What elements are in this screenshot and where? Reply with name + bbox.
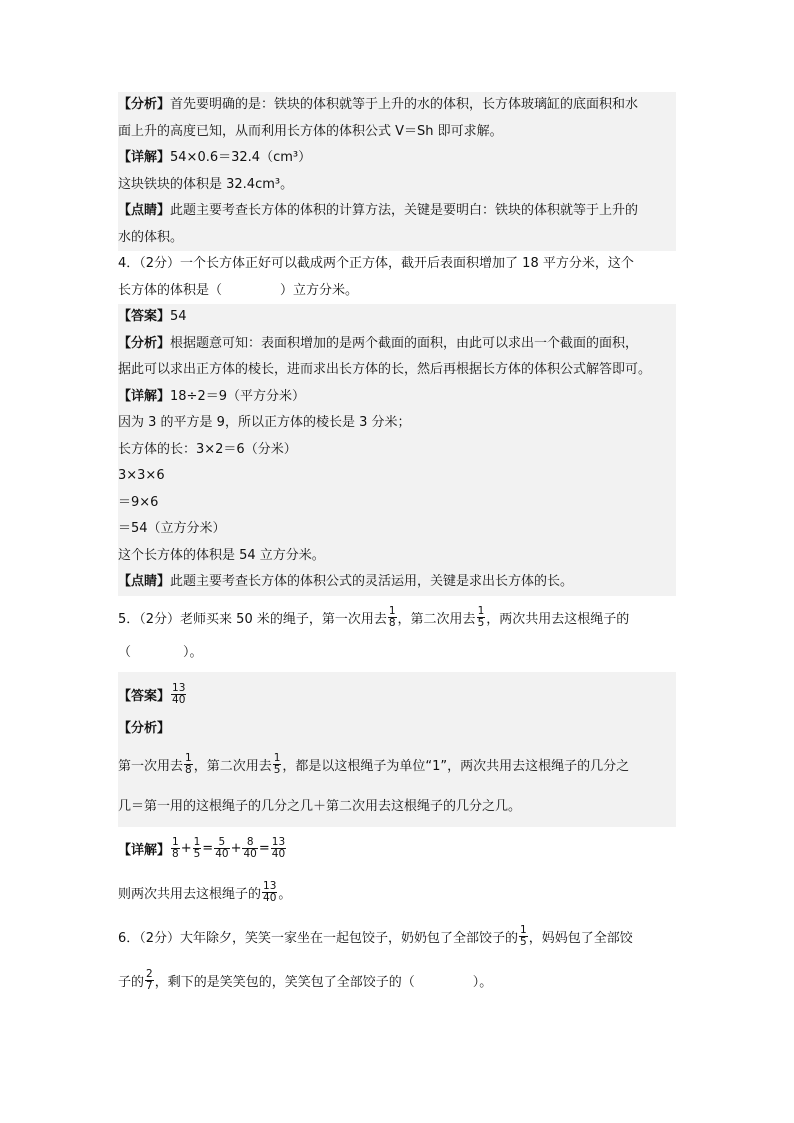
q4-detail-line4: 3×3×6	[118, 463, 676, 490]
fraction: $\frac{1}{5}$	[477, 605, 485, 629]
q4-detail-line2: 因为 3 的平方是 9，所以正方体的棱长是 3 分米；	[118, 410, 676, 437]
q4-detail-line6: ＝54（立方分米）	[118, 516, 676, 543]
q5-analysis-line2: 几＝第一用的这根绳子的几分之几＋第二次用去这根绳子的几分之几。	[118, 787, 676, 827]
q4-comment: 【点睛】此题主要考查长方体的体积公式的灵活运用，关键是求出长方体的长。	[118, 569, 676, 596]
q3-comment-line2: 水的体积。	[118, 225, 676, 252]
q6-stem-line1: 6．（2分）大年除夕，笑笑一家坐在一起包饺子，奶奶包了全部饺子的 $\frac{1}{5}$ ，妈妈包了全部饺	[118, 924, 633, 948]
fraction: $\frac{2}{7}$	[146, 968, 153, 992]
fraction: $\frac{5}{40}$	[215, 836, 229, 860]
q4-stem-line1: 4．（2分）一个长方体正好可以截成两个正方体，截开后表面积增加了 18 平方分米，这个	[118, 256, 634, 271]
fraction: $\frac{1}{8}$	[388, 605, 396, 629]
q3-detail: 【详解】54×0.6＝32.4（cm³）	[118, 145, 676, 172]
fraction: $\frac{1}{8}$	[185, 752, 192, 776]
q4-detail-line5: ＝9×6	[118, 490, 676, 517]
worksheet-page	[118, 92, 676, 1003]
q5-stem-line2: （ ）。	[118, 644, 203, 660]
fraction: $\frac{1}{5}$	[273, 752, 281, 776]
fraction: $\frac{13}{40}$	[263, 880, 277, 904]
q5-stem-line1: 5．（2分）老师买来 50 米的绳子，第一次用去 $\frac{1}{8}$ ，第二次用去 $\frac{1}{5}$ ，两次共用去这根绳子的	[118, 605, 630, 629]
fraction: $\frac{1}{5}$	[193, 836, 201, 860]
q5-analysis-line1: 第一次用去 $\frac{1}{8}$ ，第二次用去 $\frac{1}{5}$ ，都是以这根绳子为单位“1”，两次共用去这根绳子的几分之	[118, 743, 676, 787]
q4-detail-line1: 【详解】18÷2＝9（平方分米）	[118, 384, 676, 411]
q4-conclusion: 这个长方体的体积是 54 立方分米。	[118, 543, 676, 570]
q4-answer: 【答案】54	[118, 304, 676, 331]
q4-analysis-line2: 据此可以求出正方体的棱长，进而求出长方体的长，然后再根据长方体的体积公式解答即可。	[118, 357, 676, 384]
q5-analysis-tag: 【分析】	[118, 716, 676, 743]
fraction: $\frac{8}{40}$	[243, 836, 257, 860]
q5-detail: 【详解】 $\frac{1}{8}$ + $\frac{1}{5}$ = $\frac{5}{40}$ + $\frac{8}{40}$ = $\frac{13}{40}$	[118, 836, 286, 860]
q5-conclusion: 则两次共用去这根绳子的 $\frac{13}{40}$ 。	[118, 880, 292, 904]
q3-analysis-line2: 面上升的高度已知，从而利用长方体的体积公式 V＝Sh 即可求解。	[118, 119, 676, 146]
q3-conclusion: 这块铁块的体积是 32.4cm³。	[118, 172, 676, 199]
fraction: $\frac{1}{5}$	[520, 924, 527, 948]
fraction: $\frac{13}{40}$	[271, 836, 286, 860]
q3-analysis-line1: 【分析】首先要明确的是：铁块的体积就等于上升的水的体积，长方体玻璃缸的底面积和水	[118, 92, 676, 119]
q3-comment-line1: 【点睛】此题主要考查长方体的体积的计算方法，关键是要明白：铁块的体积就等于上升的	[118, 198, 676, 225]
fraction: $\frac{13}{40}$	[172, 681, 186, 706]
q4-stem-line2: 长方体的体积是（ ）立方分米。	[118, 282, 359, 298]
q4-analysis-line1: 【分析】根据题意可知：表面积增加的是两个截面的面积，由此可以求出一个截面的面积，	[118, 331, 676, 358]
q5-answer: 【答案】 $\frac{13}{40}$	[118, 672, 676, 716]
fraction: $\frac{1}{8}$	[172, 836, 179, 860]
q4-detail-line3: 长方体的长：3×2＝6（分米）	[118, 437, 676, 464]
q6-stem-line2: 子的 $\frac{2}{7}$ ，剩下的是笑笑包的，笑笑包了全部饺子的（ ）。	[118, 968, 493, 992]
